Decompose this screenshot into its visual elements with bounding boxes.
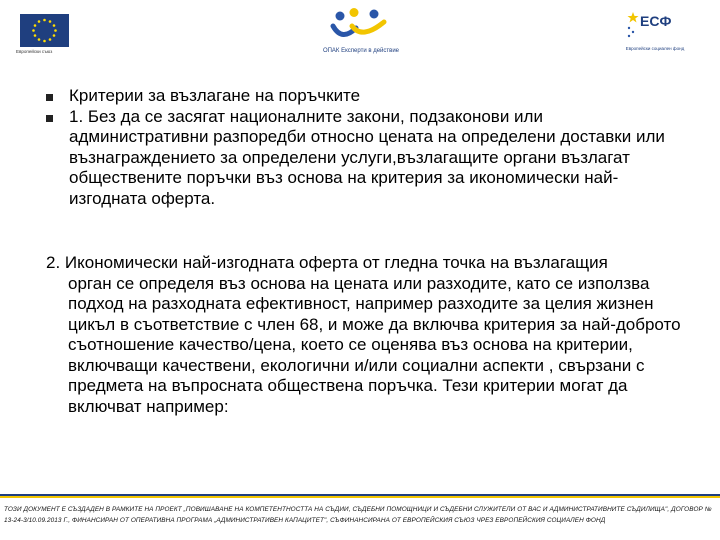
esf-logo [624,10,676,42]
list-item [46,107,686,210]
opak-logo [330,8,388,42]
bullet-list [46,86,686,209]
bullet-text: 1. Без да се засягат националните закони, подзаконови или административни разпоредби относно цената на определени доставки или възнаграждението за определени услуги,възлагащите органи възлагат обществените поръчки въз основа на критерия за икономически най-изгодната оферта. [69,106,665,208]
esf-mark: ЕСФ [640,13,672,29]
footer-disclaimer: ТОЗИ ДОКУМЕНТ Е СЪЗДАДЕН В РАМКИТЕ НА ПРОЕКТ „ПОВИШАВАНЕ НА КОМПЕТЕНТНОСТТА НА СЪДИИ, СЪДЕБНИ ПОМОЩНИЦИ И СЪДЕБНИ СЛУЖИТЕЛИ ОТ ВАС И АДМИНИСТРАТИВНИТЕ СЪДИЛИЩА", ДОГОВОР № 13-24-3/10.09.2013 Г., ФИНАНСИРАН ОТ ОПЕРАТИВНА ПРОГРАМА „АДМИНИСТРАТИВЕН КАПАЦИТЕТ", СЪФИНАНСИРАНА ОТ ЕВРОПЕЙСКИЯ СЪЮЗ ЧРЕЗ ЕВРОПЕЙСКИЯ СОЦИАЛЕН ФОНД [4,506,712,524]
list-item [46,86,686,107]
page-header [0,0,720,78]
bullet-text: Критерии за възлагане на поръчките [69,86,361,105]
eu-caption: Европейски съюз [16,49,53,54]
body-paragraph [46,253,686,417]
esf-caption: Европейски социален фонд [625,46,685,51]
opak-caption: ОПАК Експерти в действие [322,48,400,54]
paragraph-first-line: 2. Икономически най-изгодната оферта от гледна точка на възлагащия [46,253,608,272]
footer-divider-yellow [0,496,720,498]
paragraph-continuation: орган се определя въз основа на цената или разходите, като се използва подход на разходната ефективност, например разходите за целия жизнен цикъл в съответствие с член 68, и може да включва критерия за най-доброто съотношение качество/цена, което се оценява въз основа на критерии, включващи качествени, екологични и/или социални аспекти , свързани с предмета на въпросната обществена поръчка. Тези критерии могат да включват например: [68,273,681,416]
eu-flag-logo [20,14,69,47]
square-bullet-icon [46,94,53,101]
square-bullet-icon [46,115,53,122]
